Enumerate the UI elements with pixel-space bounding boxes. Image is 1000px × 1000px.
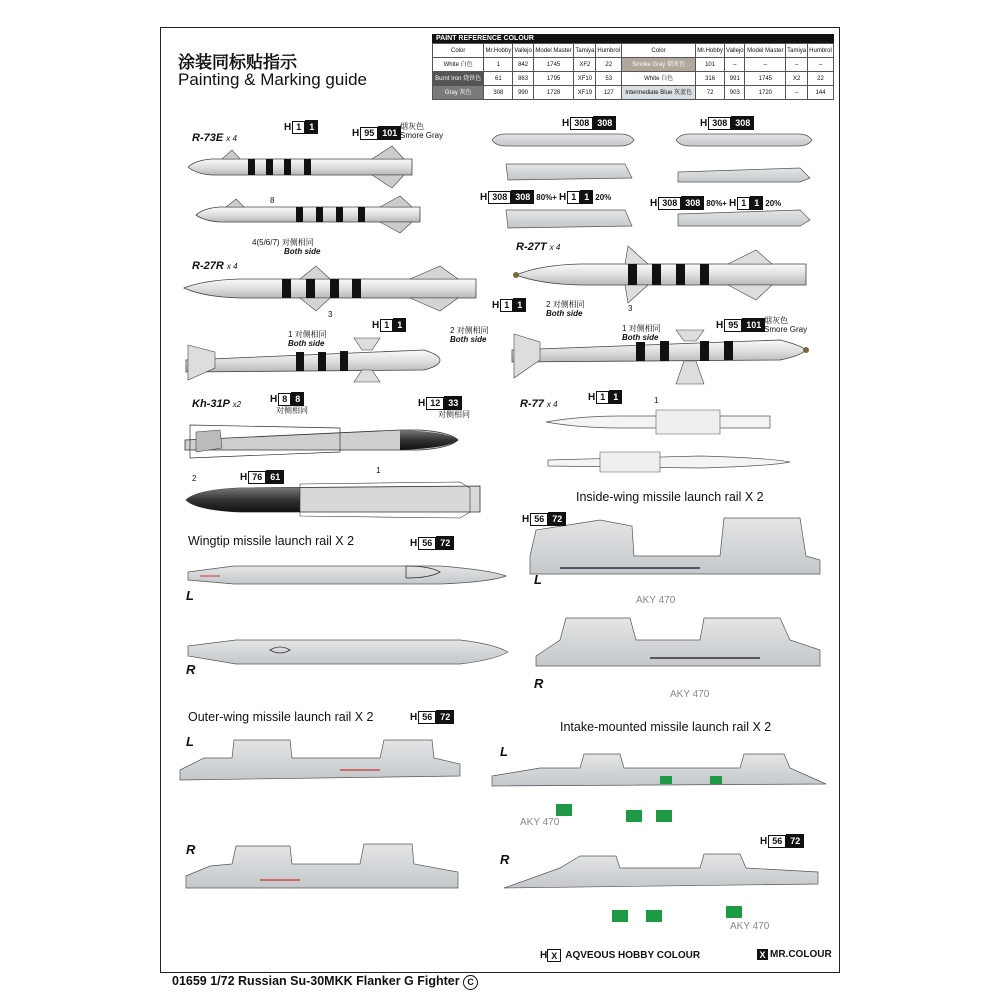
aqueous-legend: H X AQVEOUS HOBBY COLOUR [540, 950, 701, 961]
col-header: Vallejo [725, 44, 745, 58]
kh31-both-side-note-2: 对侧相同 [438, 410, 470, 419]
r77-missile-lower [548, 452, 790, 472]
footer-title: 01659 1/72 Russian Su-30MKK Flanker G Fighter C [172, 974, 478, 990]
side-right: R [186, 842, 196, 857]
kh31-callout: 2 [192, 474, 197, 483]
paint-cell: 1745 [533, 58, 574, 72]
r77-missile-top [546, 410, 770, 434]
paint-cell: 53 [596, 72, 622, 86]
wingtip-rail-left [188, 566, 506, 584]
intake-rail-heading: Intake-mounted missile launch rail X 2 [560, 720, 772, 734]
paint-code-white: H 1 1 [588, 390, 622, 404]
paint-cell: 72 [696, 86, 725, 100]
col-header: Color [622, 44, 696, 58]
r73-label: R-73E x 4 [192, 132, 237, 144]
paint-cell: X2 [786, 72, 808, 86]
smoke-gray-note: 烟灰色 Smore Gray [764, 316, 808, 334]
side-left: L [500, 744, 508, 759]
col-header: Humbrol [808, 44, 834, 58]
paint-mix-left: H 308 308 80%+ H 1 1 20% [480, 191, 612, 203]
paint-cell: 1720 [745, 86, 786, 100]
paint-code-white: H 1 1 [284, 120, 318, 134]
side-left: L [186, 734, 194, 749]
paint-cell: Gray 灰色 [433, 86, 484, 100]
paint-code-8: H 8 8 [270, 392, 304, 406]
side-right: R [186, 662, 196, 677]
side-right: R [534, 676, 544, 691]
side-right: R [500, 852, 510, 867]
r73-missile-side [188, 146, 412, 188]
rail-stencil: AKY 470 [670, 689, 710, 700]
rail-stencil: AKY 470 [636, 595, 676, 606]
r27t-missile-top [513, 246, 806, 303]
paint-cell: 842 [513, 58, 533, 72]
r27t-callout: 3 [628, 304, 633, 313]
wingtip-rail-right [188, 640, 508, 664]
inside-wing-rail-left [530, 518, 820, 574]
col-header: Model Master [533, 44, 574, 58]
col-header: Mr.Hobby [484, 44, 513, 58]
paint-cell: White 白色 [433, 58, 484, 72]
paint-code-smoke-gray: H 95 101 [716, 318, 765, 332]
r73-both-side-note: 4(5/6/7) 对侧相同 Both side [252, 238, 321, 256]
paint-cell: 1795 [533, 72, 574, 86]
col-header: Mr.Hobby [696, 44, 725, 58]
aqueous-box-icon: X [547, 949, 561, 962]
paint-cell: 1728 [533, 86, 574, 100]
paint-cell: 308 [484, 86, 513, 100]
mr-colour-box-icon: X [757, 949, 768, 960]
paint-cell: XF10 [574, 72, 596, 86]
title-english: Painting & Marking guide [178, 70, 368, 89]
copyright-icon: C [463, 975, 478, 990]
paint-cell: White 白色 [622, 72, 696, 86]
paint-cell: 991 [725, 72, 745, 86]
col-header: Tamiya [786, 44, 808, 58]
side-left: L [186, 588, 194, 603]
paint-reference-heading: PAINT REFERENCE COLOUR [432, 34, 834, 43]
outer-wing-rail-right [186, 844, 458, 888]
r27t-both-side-note: 2 对侧相同 Both side [546, 300, 585, 318]
paint-cell: XF2 [574, 58, 596, 72]
paint-code-intermediate-blue: H 56 72 [410, 536, 454, 550]
paint-cell: 127 [596, 86, 622, 100]
paint-code-intermediate-blue: H 56 72 [410, 710, 454, 724]
paint-cell: 903 [725, 86, 745, 100]
paint-cell: Intermediate Blue 灰蓝色 [622, 86, 696, 100]
paint-cell: 22 [808, 72, 834, 86]
col-header: Color [433, 44, 484, 58]
mr-colour-legend: X MR.COLOUR [757, 949, 832, 960]
paint-code-white: H 1 1 [492, 298, 526, 312]
intake-rail-left [492, 754, 826, 786]
paint-code-smoke-gray: H 95 101 [352, 126, 401, 140]
inside-wing-rail-right [536, 618, 820, 666]
paint-cell: 1745 [745, 72, 786, 86]
paint-cell: 316 [696, 72, 725, 86]
kh31-both-side-note: 对侧相同 [276, 406, 308, 415]
outer-wing-rail-left [180, 740, 460, 780]
paint-cell: – [808, 58, 834, 72]
paint-cell: 863 [513, 72, 533, 86]
smoke-gray-note: 烟灰色 Smore Gray [400, 122, 444, 140]
paint-cell: 61 [484, 72, 513, 86]
paint-cell: 144 [808, 86, 834, 100]
small-rail-top-right [676, 134, 812, 226]
paint-code-white: H 1 1 [372, 318, 406, 332]
title-chinese: 涂装同标贴指示 [178, 53, 297, 73]
kh31-missile-top [185, 425, 458, 458]
paint-cell: 22 [596, 58, 622, 72]
paint-code-burnt-iron: H 76 61 [240, 470, 284, 484]
r27r-callout: 3 [328, 310, 333, 319]
col-header: Tamiya [574, 44, 596, 58]
rail-stencil: AKY 470 [520, 817, 560, 828]
r27r-label: R-27R x 4 [192, 260, 238, 272]
paint-cell: – [725, 58, 745, 72]
kh31-missile-lower [186, 482, 480, 518]
kh31-label: Kh-31P x2 [192, 398, 242, 410]
paint-code-intermediate-blue: H 56 72 [522, 512, 566, 526]
paint-cell: 990 [513, 86, 533, 100]
paint-cell: – [786, 86, 808, 100]
paint-code-12: H 12 33 [418, 396, 462, 410]
paint-cell: XF19 [574, 86, 596, 100]
kh31-callout-2: 1 [376, 466, 381, 475]
side-left: L [534, 572, 542, 587]
small-rail-top-left [492, 134, 634, 228]
r27r-both-side-note: 1 对侧相同 Both side [288, 330, 327, 348]
paint-code-intermediate-blue: H 56 72 [760, 834, 804, 848]
outer-wing-rail-heading: Outer-wing missile launch rail X 2 [188, 710, 374, 724]
wingtip-rail-heading: Wingtip missile launch rail X 2 [188, 534, 355, 548]
r77-callout: 1 [654, 396, 659, 405]
r73-missile-lower [196, 196, 420, 233]
r27t-both-side-note-2: 1 对侧相同 Both side [622, 324, 661, 342]
r77-label: R-77 x 4 [520, 398, 558, 410]
paint-cell: – [786, 58, 808, 72]
col-header: Vallejo [513, 44, 533, 58]
paint-cell: – [745, 58, 786, 72]
paint-cell: 101 [696, 58, 725, 72]
paint-code-gray: H 308 308 [562, 116, 616, 130]
r73-callout: 8 [270, 196, 275, 205]
paint-cell: Smoke Gray 烟灰色 [622, 58, 696, 72]
rail-stencil: AKY 470 [730, 921, 770, 932]
paint-mix-right: H 308 308 80%+ H 1 1 20% [650, 197, 782, 209]
col-header: Model Master [745, 44, 786, 58]
paint-cell: Burnt Iron 烧铁色 [433, 72, 484, 86]
paint-cell: 1 [484, 58, 513, 72]
r27r-missile-top [184, 266, 476, 311]
inside-wing-rail-heading: Inside-wing missile launch rail X 2 [576, 490, 764, 504]
r27t-label: R-27T x 4 [516, 241, 561, 253]
r27r-both-side-note-2: 2 对侧相同 Both side [450, 326, 489, 344]
col-header: Humbrol [596, 44, 622, 58]
paint-code-gray: H 308 308 [700, 116, 754, 130]
intake-rail-right [504, 854, 818, 888]
